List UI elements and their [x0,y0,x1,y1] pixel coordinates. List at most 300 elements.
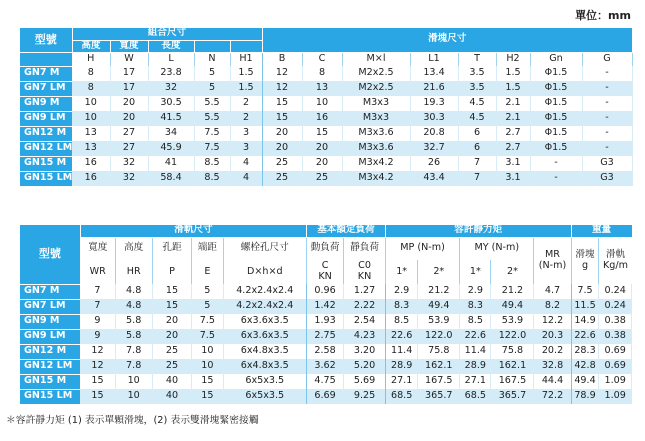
table-cell: M3x4.2 [342,156,410,171]
table-cell: 9 [80,314,115,329]
block-weight-header [571,237,599,284]
table-cell: M3x3 [342,96,410,111]
column-symbol: H2 [496,52,530,66]
table-cell: 20 [302,156,342,171]
table-cell: 365.7 [418,389,460,404]
table-cell: 6.69 [307,389,344,404]
c-unit: KN [318,271,332,282]
table-cell: 4.2x2.4x2.4 [223,299,307,314]
my-header: MY (N-m) [460,237,534,260]
table-cell: 28.9 [385,359,417,374]
table-cell: 7.5 [571,284,599,299]
table-cell: 4 [230,171,262,186]
model-header: 型號 [20,28,72,52]
table-cell: 45.9 [148,141,194,156]
table-cell: M2x2.5 [342,81,410,96]
table-cell: 11.4 [385,344,417,359]
table-cell: 14.9 [571,314,599,329]
table-cell: 20 [110,111,148,126]
table-cell: 3.1 [496,156,530,171]
table-cell: 4.75 [307,374,344,389]
table-cell: 21.6 [410,81,458,96]
table-cell: 10 [115,389,152,404]
table-cell: 11.4 [460,344,491,359]
table-cell: 26 [410,156,458,171]
table-cell: - [582,111,632,126]
end-distance-header: 端距 [192,237,223,260]
table-cell: 30.5 [148,96,194,111]
mr-unit: (N-m) [538,259,567,271]
table-cell: 1.27 [344,284,386,299]
block-weight-unit: g [581,259,589,271]
table-cell: 75.8 [418,344,460,359]
column-symbol: L [148,52,194,66]
table-cell: 2.75 [307,329,344,344]
table-cell: 78.9 [571,389,599,404]
width-header: 寬度 [80,237,115,260]
table-cell: 16 [72,156,110,171]
table-cell: 15 [192,389,223,404]
p-symbol: P [152,260,191,284]
table-cell: 42.8 [571,359,599,374]
model-cell: GN12 LM [20,359,80,374]
c-label: C [321,260,329,272]
table-cell: 5 [194,81,230,96]
table-cell: 122.0 [491,329,534,344]
table-cell: 13 [72,141,110,156]
table-cell: 22.6 [571,329,599,344]
model-cell: GN12 M [20,344,80,359]
table-cell: 4 [230,156,262,171]
table-cell: 49.4 [418,299,460,314]
model-cell: GN15 M [20,156,72,171]
dynamic-load-header: 動負荷 [307,237,344,260]
column-symbol: H [72,52,110,66]
table-cell: 32 [148,81,194,96]
table-row [20,284,632,299]
table-cell: 15 [152,299,191,314]
rail-group-header: 滑軌尺寸 [80,225,306,237]
table-cell: 20 [262,126,302,141]
table-cell: 7.5 [194,141,230,156]
model-cell: GN9 M [20,314,80,329]
table-cell: 2.9 [385,284,417,299]
table-row [20,156,632,171]
table-cell: 3.1 [496,171,530,186]
table-cell: 32 [110,156,148,171]
c0-label: C0 [358,260,371,272]
table-cell: 11.5 [571,299,599,314]
table-cell: 53.9 [491,314,534,329]
table-cell: 53.9 [418,314,460,329]
column-symbol: B [262,52,302,66]
e-symbol: E [192,260,223,284]
table-row [20,81,632,96]
table-cell: 1.09 [599,374,632,389]
table-cell: 9 [80,329,115,344]
table-cell: 0.24 [599,299,632,314]
table-cell: 2.22 [344,299,386,314]
table-cell: 122.0 [418,329,460,344]
bolt-hole-header: 螺栓孔尺寸 [223,237,307,260]
table-cell: 7 [458,156,496,171]
table-cell: 6 [458,126,496,141]
column-symbol: W [110,52,148,66]
table-row [20,344,632,359]
table-row [20,359,632,374]
model-cell: GN9 LM [20,329,80,344]
table-cell: 2 [230,96,262,111]
table-cell: 7.8 [115,359,152,374]
table-cell: 5 [192,284,223,299]
assembly-group-header: 組合尺寸 [72,28,262,40]
table-cell: 25 [152,359,191,374]
column-symbol: N [194,52,230,66]
table-cell: Φ1.5 [530,141,582,156]
table-cell: 15 [152,284,191,299]
table-cell: 13.4 [410,66,458,81]
table-cell: 3 [230,126,262,141]
table-cell: 22.6 [385,329,417,344]
block-weight-label: 滑塊 [575,249,595,261]
table-cell: 12 [80,344,115,359]
hr-symbol: HR [115,260,152,284]
table-cell: 10 [192,344,223,359]
c0-symbol [344,260,386,284]
table-cell: 5.8 [115,329,152,344]
table-cell: 6x5x3.5 [223,374,307,389]
table-cell: 12.2 [534,314,571,329]
table-row [20,171,632,186]
table-cell: 8.5 [194,156,230,171]
table-cell: 27.1 [460,374,491,389]
column-symbol: M×l [342,52,410,66]
table-cell: Φ1.5 [530,126,582,141]
table-row [20,314,632,329]
table-cell: 7 [80,299,115,314]
table-cell: 1.42 [307,299,344,314]
c-symbol [307,260,344,284]
table-cell: 8 [72,81,110,96]
table-cell: 17 [110,66,148,81]
mr-header [534,237,571,284]
table-cell: 0.38 [599,329,632,344]
table-cell: 7 [458,171,496,186]
mp-header: MP (N-m) [385,237,459,260]
bolt-symbol: D×h×d [223,260,307,284]
table-cell: 5.8 [115,314,152,329]
table-cell: 30.3 [410,111,458,126]
table-cell: 27 [110,126,148,141]
table-cell: 15 [80,374,115,389]
table-cell: 4.8 [115,284,152,299]
table-cell: 40 [152,389,191,404]
table-cell: 7.8 [115,344,152,359]
table-cell: 20 [302,141,342,156]
table-cell: 17 [110,81,148,96]
table-cell: M3x4.2 [342,171,410,186]
column-symbol: T [458,52,496,66]
height-header: 高度 [72,40,110,52]
block-group-header: 滑塊尺寸 [262,28,632,52]
table-cell: 3.5 [458,81,496,96]
model-cell: GN12 LM [20,141,72,156]
table-cell: 22.6 [460,329,491,344]
my-double-symbol: 2* [491,260,534,284]
table-cell: Φ1.5 [530,96,582,111]
table-cell: 49.4 [491,299,534,314]
table-cell: 32 [110,171,148,186]
model-cell: GN9 M [20,96,72,111]
table-cell: 19.3 [410,96,458,111]
table-cell: 8 [72,66,110,81]
table-cell: 0.24 [599,284,632,299]
table-cell: 7.5 [192,329,223,344]
length-header: 長度 [148,40,194,52]
table-cell: 75.8 [491,344,534,359]
table-cell: 4.7 [534,284,571,299]
table-cell: G3 [582,171,632,186]
table-cell: 15 [262,96,302,111]
table-cell: Φ1.5 [530,81,582,96]
wr-symbol: WR [80,260,115,284]
table-row [20,126,632,141]
table-cell: - [582,141,632,156]
table-cell: - [582,96,632,111]
table-cell: M3x3 [342,111,410,126]
moment-group-header: 容許靜力矩 [385,225,571,237]
table-cell: 68.5 [460,389,491,404]
model-cell: GN15 LM [20,389,80,404]
table-cell: 44.4 [534,374,571,389]
table-cell: 41.5 [148,111,194,126]
mp-double-symbol: 2* [418,260,460,284]
table-cell: 2.1 [496,96,530,111]
table-cell: 167.5 [491,374,534,389]
table-cell: 25 [152,344,191,359]
model-cell: GN15 LM [20,171,72,186]
column-symbol: H1 [230,52,262,66]
table-cell: 28.3 [571,344,599,359]
rail-weight-unit: Kg/m [602,259,628,271]
table-cell: - [582,126,632,141]
table-cell: - [530,156,582,171]
table-cell: Φ1.5 [530,111,582,126]
table-cell: 20 [152,314,191,329]
table-cell: 1.93 [307,314,344,329]
table-cell: 2 [230,111,262,126]
table-cell: 20.8 [410,126,458,141]
table-cell: 20 [262,141,302,156]
table-cell: 365.7 [491,389,534,404]
static-load-header: 靜負荷 [344,237,386,260]
table-cell: 1.5 [230,66,262,81]
table-cell: 4.8 [115,299,152,314]
table-cell: 2.1 [496,111,530,126]
table-cell: 7.5 [194,126,230,141]
table-cell: 1.09 [599,389,632,404]
table-cell: 32.8 [534,359,571,374]
table-cell: 10 [115,374,152,389]
table-row [20,66,632,81]
table-cell: 3.5 [458,66,496,81]
table-cell: 2.54 [344,314,386,329]
table-cell: 2.9 [460,284,491,299]
table-cell: 3.20 [344,344,386,359]
table-cell: 41 [148,156,194,171]
weight-group-header: 重量 [571,225,631,237]
table-row [20,111,632,126]
table-cell: 7.5 [192,314,223,329]
width-header: 寬度 [110,40,148,52]
table-cell: 1.5 [496,81,530,96]
table-cell: M2x2.5 [342,66,410,81]
table-cell: 0.96 [307,284,344,299]
load-group-header: 基本額定負荷 [307,225,386,237]
table-cell: 8 [302,66,342,81]
table-cell: 12 [262,81,302,96]
height-header: 高度 [115,237,152,260]
table-row [20,389,632,404]
rail-weight-label: 滑軌 [605,249,626,261]
table-cell: 16 [302,111,342,126]
table-cell: 8.2 [534,299,571,314]
table-cell: 4.5 [458,111,496,126]
table-row [20,374,632,389]
table-cell: 1.5 [230,81,262,96]
table-cell: - [582,81,632,96]
table-cell: 8.5 [385,314,417,329]
table-cell: 6x3.6x3.5 [223,314,307,329]
table-cell: 3 [230,141,262,156]
table-cell: 12 [262,66,302,81]
table-cell: 2.58 [307,344,344,359]
table-cell: 20.2 [534,344,571,359]
table-cell: 68.5 [385,389,417,404]
table-cell: 2.7 [496,141,530,156]
c0-unit: KN [357,271,372,282]
table-cell: 4.23 [344,329,386,344]
table-cell: 13 [302,81,342,96]
table-cell: 3.62 [307,359,344,374]
model-cell: GN15 M [20,374,80,389]
table-cell: 6x4.8x3.5 [223,344,307,359]
table-cell: 15 [80,389,115,404]
table-cell: 6 [458,141,496,156]
table-cell: 15 [262,111,302,126]
model-cell: GN7 LM [20,81,72,96]
table-cell: 1.5 [496,66,530,81]
mr-label: MR [545,249,560,261]
model-cell: GN7 LM [20,299,80,314]
unit-label: 單位：mm [575,9,631,22]
table-cell: 25 [262,171,302,186]
table-cell: 8.5 [460,314,491,329]
table-cell: 5.69 [344,374,386,389]
table-cell: 16 [72,171,110,186]
table-cell: 49.4 [571,374,599,389]
table-cell: 23.8 [148,66,194,81]
table-cell: 34 [148,126,194,141]
table-cell: 0.38 [599,314,632,329]
table-cell: 40 [152,374,191,389]
table-row [20,141,632,156]
table-cell: 10 [72,96,110,111]
table-cell: 7 [80,284,115,299]
table-row [20,329,632,344]
table-cell: 21.2 [491,284,534,299]
table-cell: 10 [72,111,110,126]
table-cell: 8.5 [194,171,230,186]
table-cell: 32.7 [410,141,458,156]
table-cell: 167.5 [418,374,460,389]
assembly-dimensions-table [20,28,633,187]
my-single-symbol: 1* [460,260,491,284]
column-symbol: L1 [410,52,458,66]
table-cell: 10 [302,96,342,111]
table-cell: - [582,66,632,81]
table-cell: 21.2 [418,284,460,299]
table-cell: 25 [262,156,302,171]
table-cell: 5 [192,299,223,314]
footnote: ＊容許靜力矩 (1) 表示單顆滑塊，(2) 表示雙滑塊緊密接觸 [6,415,259,426]
table-cell: 20.3 [534,329,571,344]
table-cell: 15 [302,126,342,141]
mp-single-symbol: 1* [385,260,417,284]
table-cell: 15 [192,374,223,389]
table-cell: M3x3.6 [342,141,410,156]
table-cell: 13 [72,126,110,141]
model-cell: GN9 LM [20,111,72,126]
table-cell: 27.1 [385,374,417,389]
table-cell: 58.4 [148,171,194,186]
table-cell: 72.2 [534,389,571,404]
table-cell: 25 [302,171,342,186]
table-cell: 10 [192,359,223,374]
table-cell: G3 [582,156,632,171]
model-header-2: 型號 [20,225,80,284]
column-symbol: C [302,52,342,66]
rail-load-table [20,225,632,405]
table-cell: 27 [110,141,148,156]
table-cell: - [530,171,582,186]
table-cell: 5.5 [194,111,230,126]
table-cell: 8.3 [385,299,417,314]
table-cell: M3x3.6 [342,126,410,141]
model-cell: GN7 M [20,66,72,81]
table-cell: 5 [194,66,230,81]
table-cell: 5.20 [344,359,386,374]
table-cell: 6x3.6x3.5 [223,329,307,344]
table-cell: 6x4.8x3.5 [223,359,307,374]
table-cell: 0.69 [599,344,632,359]
table-cell: 43.4 [410,171,458,186]
table-cell: 20 [110,96,148,111]
table-cell: 162.1 [418,359,460,374]
table-cell: 2.7 [496,126,530,141]
table-cell: 162.1 [491,359,534,374]
table-cell: Φ1.5 [530,66,582,81]
rail-weight-header [599,237,632,284]
table-cell: 5.5 [194,96,230,111]
model-cell: GN12 M [20,126,72,141]
table-cell: 0.69 [599,359,632,374]
column-symbol: Gn [530,52,582,66]
table-cell: 9.25 [344,389,386,404]
table-row [20,96,632,111]
table-cell: 12 [80,359,115,374]
table-cell: 8.3 [460,299,491,314]
